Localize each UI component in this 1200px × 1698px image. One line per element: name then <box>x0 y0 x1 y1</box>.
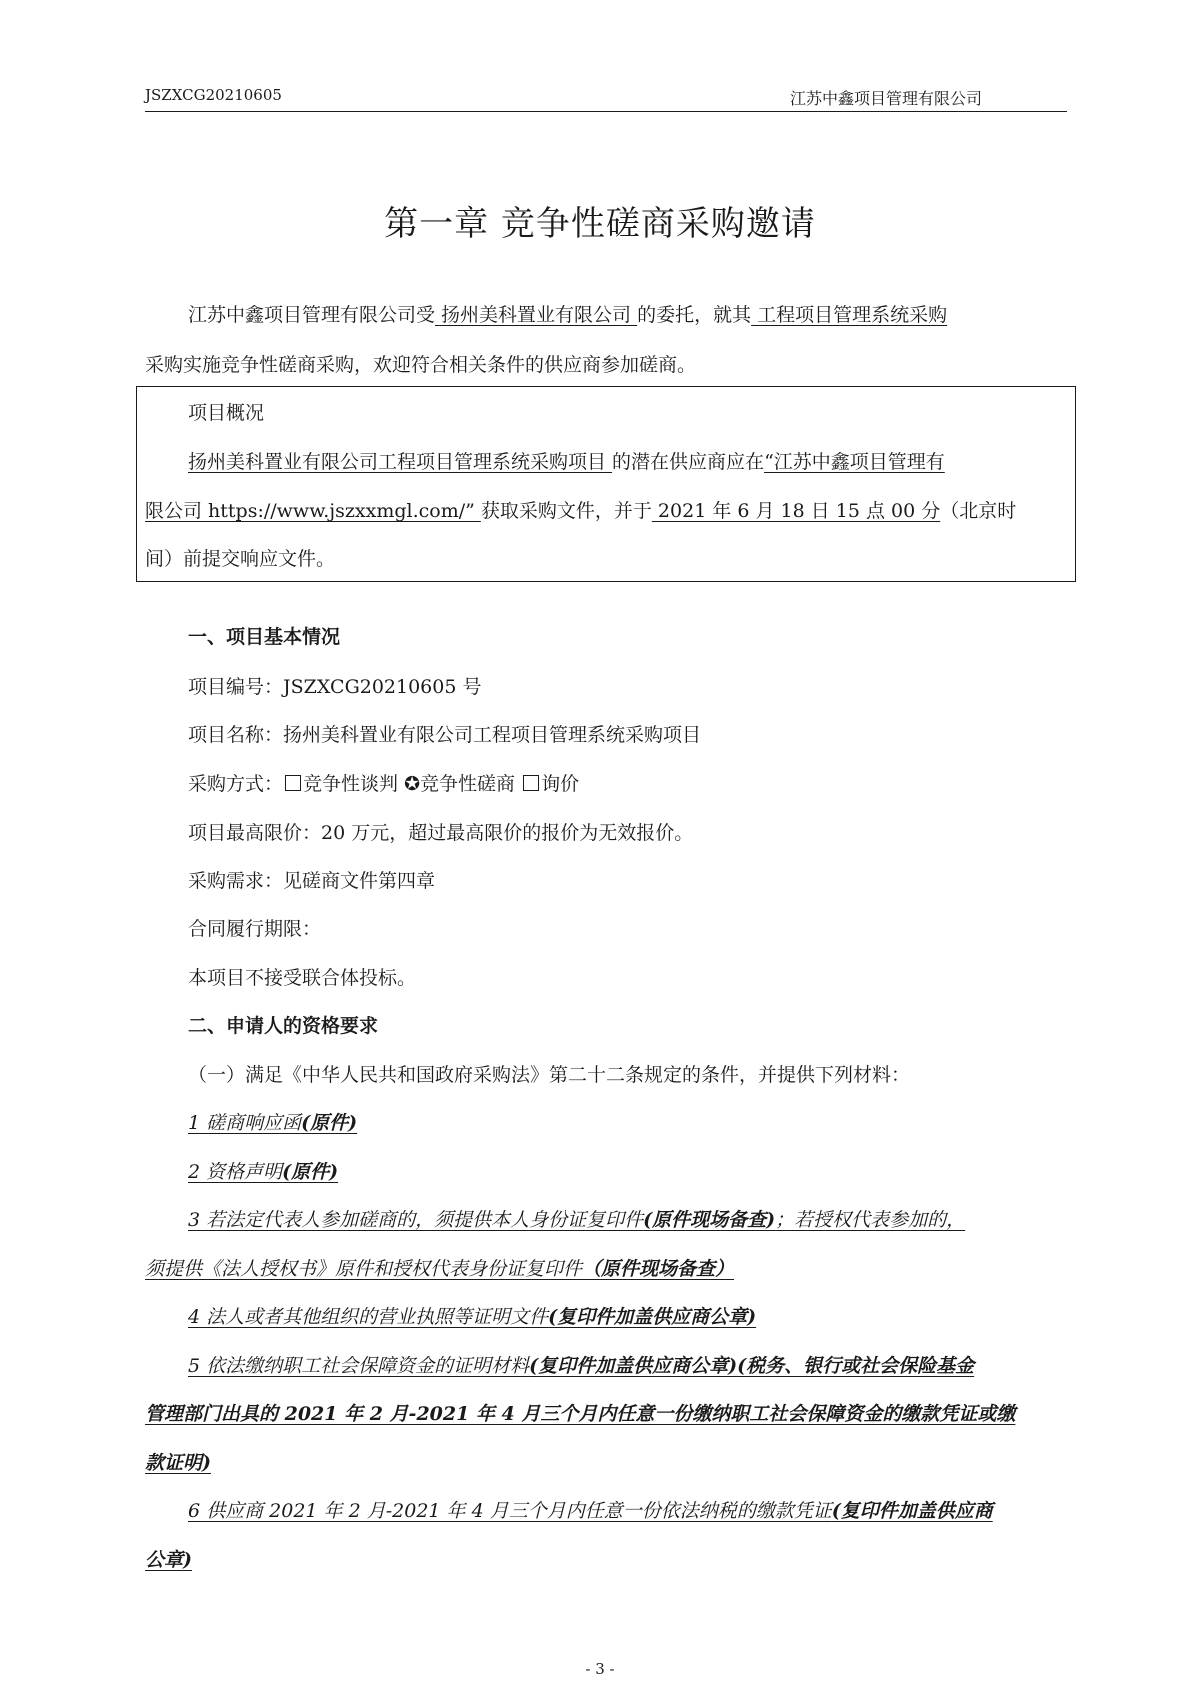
requirement-item-3-line-2 <box>145 1256 734 1282</box>
overview-site: “江苏中鑫项目管理有 <box>764 451 945 473</box>
requirement-item-3-line-1 <box>188 1207 965 1233</box>
project-name: 工程项目管理系统采购 <box>751 304 948 326</box>
page-number: - 3 - <box>585 1660 615 1678</box>
chapter-title: 第一章 竞争性磋商采购邀请 <box>384 204 816 244</box>
project-name-line: 项目名称：扬州美科置业有限公司工程项目管理系统采购项目 <box>188 724 702 746</box>
intro-line-2: 采购实施竞争性磋商采购，欢迎符合相关条件的供应商参加磋商。 <box>145 354 697 376</box>
max-price: 项目最高限价：20 万元，超过最高限价的报价为无效报价。 <box>188 822 694 844</box>
item-bold-text: (原件) <box>282 1161 339 1183</box>
item-bold-text: (复印件加盖供应商公章) <box>548 1306 757 1328</box>
requirement-item-1 <box>188 1110 357 1136</box>
item-bold-text: (原件) <box>301 1112 358 1134</box>
requirement-item-5-line-2: 管理部门出具的 2021 年 2 月-2021 年 4 月三个月内任意一份缴纳职工社会保障资金的缴款凭证或缴 <box>145 1403 1016 1425</box>
overview-deadline: 2021 年 6 月 18 日 15 点 00 分 <box>651 500 941 522</box>
item-bold-text: (税务、银行或社会保险基金 <box>737 1355 975 1377</box>
checkbox-empty-icon <box>523 775 539 791</box>
contract-term: 合同履行期限： <box>188 918 322 940</box>
method-option: 询价 <box>541 773 580 795</box>
item-text: 3 若法定代表人参加磋商的，须提供本人身份证复印件 <box>188 1209 644 1231</box>
item-text: ；若授权代表参加的， <box>775 1209 966 1231</box>
overview-line-3: 间）前提交响应文件。 <box>145 548 336 570</box>
item-text: 5 依法缴纳职工社会保障资金的证明材料 <box>188 1355 530 1377</box>
procurement-demand: 采购需求：见磋商文件第四章 <box>188 870 436 892</box>
item-text: 须提供《法人授权书》原件和授权代表身份证复印件 <box>145 1258 583 1280</box>
consortium-note: 本项目不接受联合体投标。 <box>188 967 417 989</box>
method-option: 竞争性谈判 <box>303 773 399 795</box>
requirement-item-2 <box>188 1159 338 1185</box>
item-text: 4 法人或者其他组织的营业执照等证明文件 <box>188 1306 549 1328</box>
requirement-item-5-line-1 <box>188 1353 974 1379</box>
section-1-heading: 一、项目基本情况 <box>188 626 341 648</box>
overview-heading: 项目概况 <box>188 402 265 424</box>
intro-line-1 <box>188 302 947 328</box>
checkbox-empty-icon <box>285 775 301 791</box>
purchaser-name: 扬州美科置业有限公司 <box>435 304 638 326</box>
header-divider <box>145 111 1067 112</box>
item-bold-text: (复印件加盖供应商 <box>831 1500 993 1522</box>
requirement-item-6-line-2: 公章) <box>145 1549 192 1571</box>
method-label: 采购方式： <box>188 773 284 795</box>
intro-text: 的委托，就其 <box>637 304 752 326</box>
item-bold-text: （原件现场备查） <box>582 1258 735 1280</box>
requirement-item-6-line-1 <box>188 1498 993 1524</box>
requirement-item-5-line-3: 款证明) <box>145 1452 211 1474</box>
requirement-item-4 <box>188 1304 756 1330</box>
item-text: 1 磋商响应函 <box>188 1112 302 1134</box>
overview-project-name: 扬州美科置业有限公司工程项目管理系统采购项目 <box>188 451 613 473</box>
project-number: 项目编号：JSZXCG20210605 号 <box>188 676 482 698</box>
section-2-heading: 二、申请人的资格要求 <box>188 1015 379 1037</box>
item-bold-text: (原件现场备查) <box>643 1209 776 1231</box>
header-project-code: JSZXCG20210605 <box>145 86 282 104</box>
overview-line-1 <box>188 449 945 475</box>
overview-text: 获取采购文件，并于 <box>480 500 652 522</box>
method-option-selected: 竞争性磋商 <box>420 773 516 795</box>
procurement-method <box>188 771 579 797</box>
qualification-sub-1: （一）满足《中华人民共和国政府采购法》第二十二条规定的条件，并提供下列材料： <box>188 1064 911 1086</box>
item-bold-text: (复印件加盖供应商公章) <box>529 1355 738 1377</box>
intro-text: 江苏中鑫项目管理有限公司受 <box>188 304 436 326</box>
header-company-name: 江苏中鑫项目管理有限公司 <box>789 89 982 108</box>
item-text: 6 供应商 2021 年 2 月-2021 年 4 月三个月内任意一份依法纳税的缴款凭证 <box>188 1500 832 1522</box>
overview-line-2 <box>145 498 1016 524</box>
item-text: 2 资格声明 <box>188 1161 283 1183</box>
overview-site-url: 限公司 https://www.jszxxmgl.com/” <box>145 500 481 522</box>
overview-text: 的潜在供应商应在 <box>612 451 765 473</box>
checkbox-marked-icon: ✪ <box>404 773 420 795</box>
overview-text: （北京时 <box>940 500 1017 522</box>
